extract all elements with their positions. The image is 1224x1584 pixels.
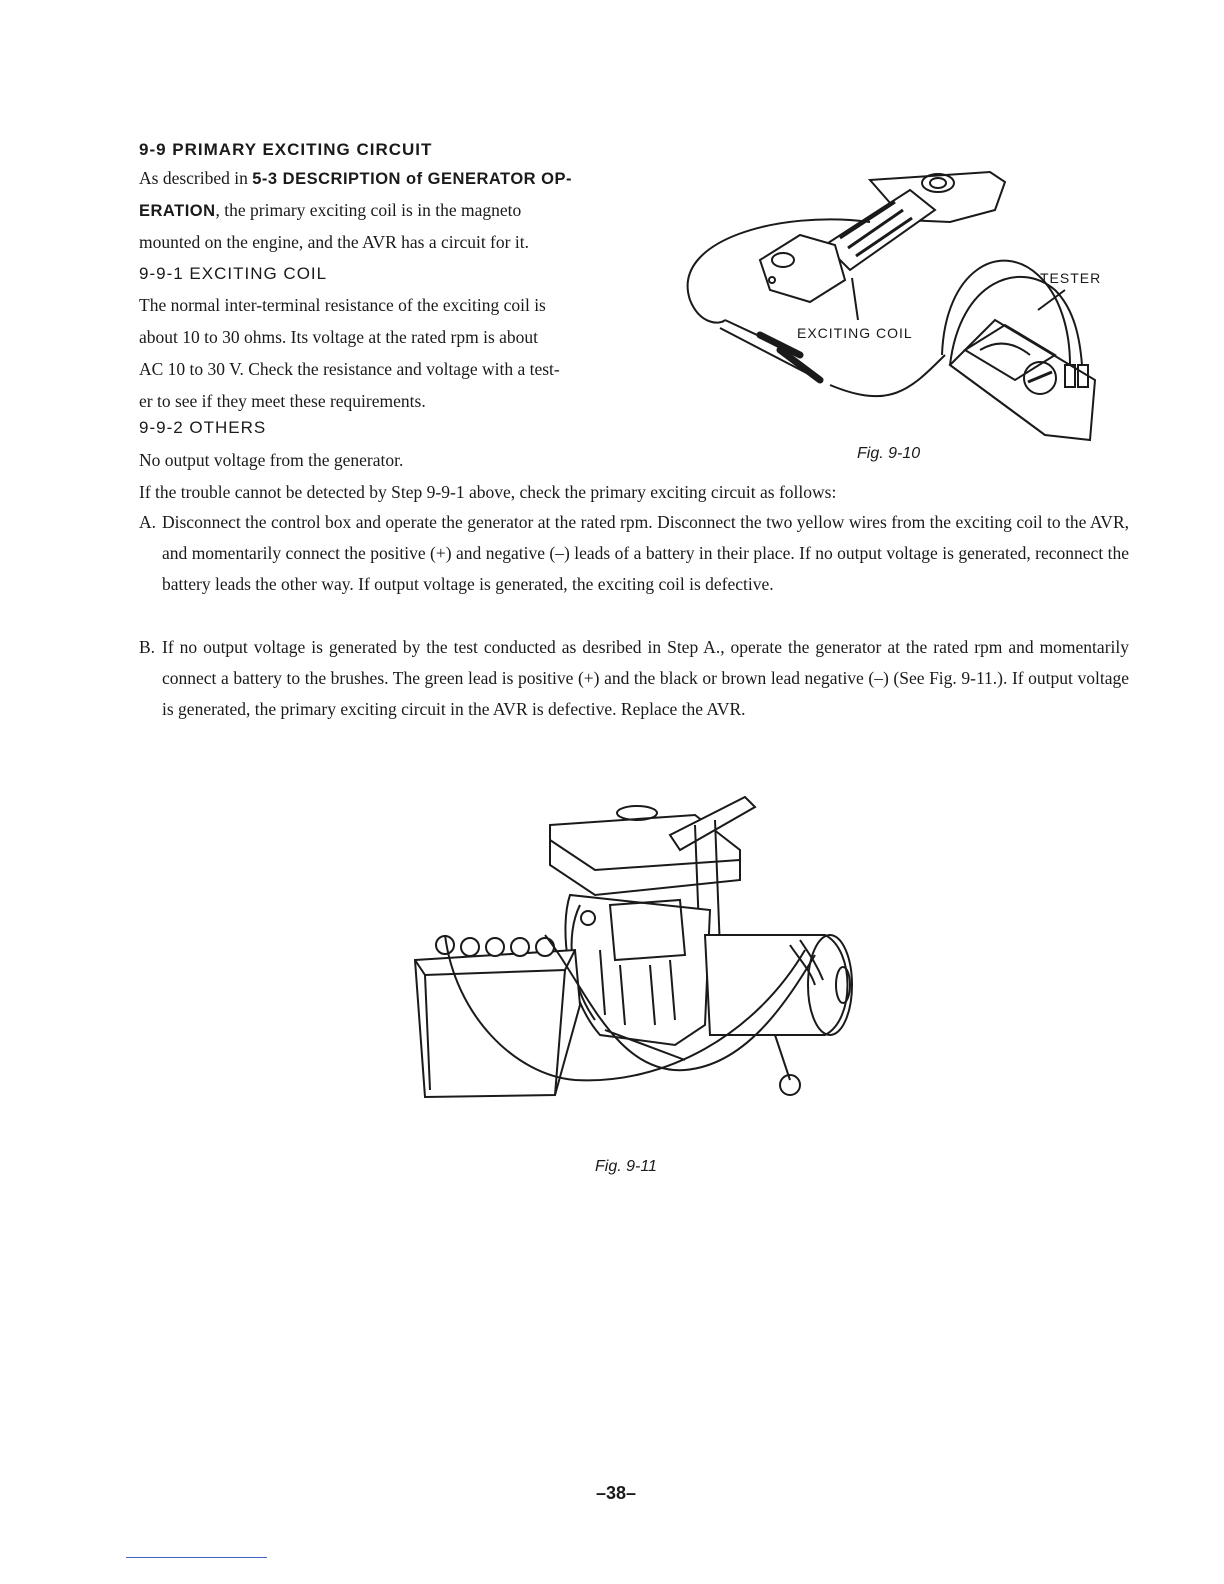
section-reference-cont: ERATION bbox=[139, 202, 216, 220]
coil-text-line-1: The normal inter-terminal resistance of the exciting coil is bbox=[139, 295, 546, 315]
intro-line-1 bbox=[139, 162, 572, 195]
step-b bbox=[139, 632, 1129, 725]
intro-text: , the primary exciting coil is in the magneto bbox=[215, 200, 522, 220]
step-text: If no output voltage is generated by the test conducted as desribed in Step A., operate the generator at the rated rpm and momentarily connect a battery to the brushes. The green lead is positive (+) and the black or brown lead negative (–) (See Fig. 9-11.). If output voltage is generated, the primary exciting circuit in the AVR is defective. Replace the AVR. bbox=[162, 637, 1129, 719]
others-line-1: No output voltage from the generator. bbox=[139, 450, 404, 470]
step-marker: A. bbox=[139, 512, 157, 532]
step-text: Disconnect the control box and operate the generator at the rated rpm. Disconnect the two yellow wires from the exciting coil to the AVR, and momentarily connect the positive (+) and negative (–) leads of a battery in their place. If no output voltage is generated, reconnect the battery leads the other way. If output voltage is generated, the exciting coil is defective. bbox=[162, 512, 1129, 594]
generator-battery-illustration bbox=[405, 785, 865, 1105]
exciting-coil-label: EXCITING COIL bbox=[797, 325, 913, 341]
coil-text-line-3: AC 10 to 30 V. Check the resistance and voltage with a test- bbox=[139, 359, 560, 379]
scan-rule bbox=[126, 1557, 267, 1558]
tester-label: TESTER bbox=[1040, 270, 1102, 286]
figure-9-10 bbox=[660, 150, 1120, 480]
figure-9-11-caption: Fig. 9-11 bbox=[595, 1158, 657, 1175]
others-line-2: If the trouble cannot be detected by Step 9-9-1 above, check the primary exciting circuit as follows: bbox=[139, 482, 837, 502]
figure-9-10-caption: Fig. 9-10 bbox=[857, 445, 921, 462]
section-reference: 5-3 DESCRIPTION of GENERATOR OP- bbox=[252, 170, 573, 188]
intro-line-2 bbox=[139, 194, 521, 227]
figure-9-11 bbox=[405, 785, 865, 1105]
exciting-coil-tester-illustration bbox=[660, 150, 1120, 480]
step-a bbox=[139, 507, 1129, 600]
intro-line-3: mounted on the engine, and the AVR has a circuit for it. bbox=[139, 232, 529, 252]
step-marker: B. bbox=[139, 637, 156, 657]
coil-text-line-2: about 10 to 30 ohms. Its voltage at the rated rpm is about bbox=[139, 327, 539, 347]
page-number: –38– bbox=[596, 1483, 637, 1503]
section-heading: 9-9 PRIMARY EXCITING CIRCUIT bbox=[139, 140, 433, 159]
subsection-heading-others: 9-9-2 OTHERS bbox=[139, 418, 267, 437]
intro-text: As described in bbox=[139, 168, 253, 188]
subsection-heading-exciting-coil: 9-9-1 EXCITING COIL bbox=[139, 264, 328, 283]
coil-text-line-4: er to see if they meet these requirements. bbox=[139, 391, 426, 411]
